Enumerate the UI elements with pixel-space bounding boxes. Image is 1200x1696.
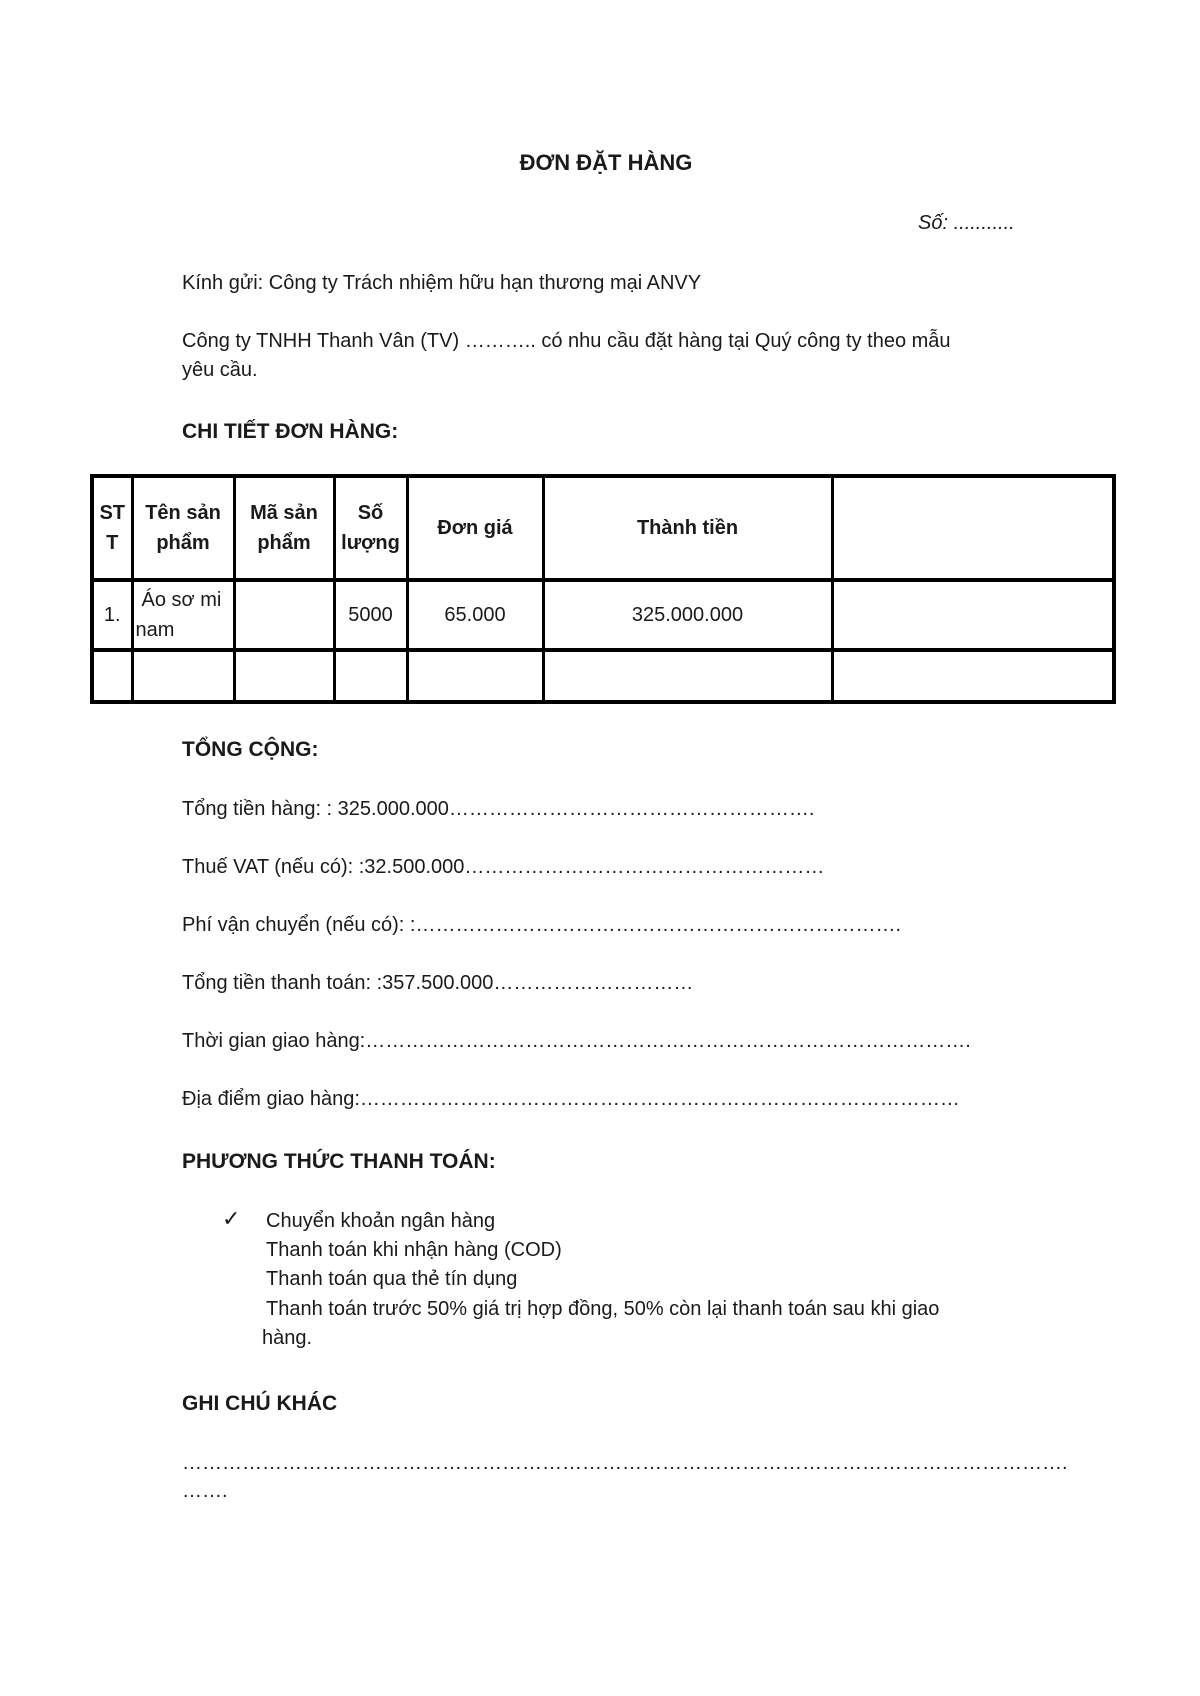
shipping-fee-line: Phí vận chuyển (nếu có): :………………………………………………………………. <box>182 914 902 936</box>
payment-option-credit-card[interactable]: Thanh toán qua thẻ tín dụng <box>266 1268 518 1290</box>
vat-line: Thuế VAT (nếu có): :32.500.000……………………………………………… <box>182 856 825 878</box>
payment-method-heading: PHƯƠNG THỨC THANH TOÁN: <box>182 1150 496 1173</box>
page-title: ĐƠN ĐẶT HÀNG <box>519 150 693 175</box>
recipient-line: Kính gửi: Công ty Trách nhiệm hữu hạn thương mại ANVY <box>182 272 702 294</box>
col-header-product-name: Tên sản phẩm <box>132 476 234 580</box>
total-heading: TỔNG CỘNG: <box>182 738 319 761</box>
payment-option-deposit-50[interactable]: Thanh toán trước 50% giá trị hợp đồng, 50% còn lại thanh toán sau khi giao <box>266 1298 940 1320</box>
cell-extra <box>832 580 1114 650</box>
notes-line-1: ……………………………………………………………………………………………………………………. <box>182 1452 1068 1474</box>
intro-line-1: Công ty TNHH Thanh Vân (TV) ……….. có nhu cầu đặt hàng tại Quý công ty theo mẫu <box>182 330 951 352</box>
col-header-extra <box>832 476 1114 580</box>
cell-quantity: 5000 <box>334 580 407 650</box>
col-header-product-code: Mã sản phẩm <box>234 476 334 580</box>
payment-option-deposit-50-cont: hàng. <box>262 1327 313 1349</box>
col-header-stt: ST T <box>92 476 132 580</box>
col-header-unit-price: Đơn giá <box>407 476 543 580</box>
table-row-empty <box>92 650 1114 702</box>
table-row <box>92 580 1114 650</box>
cell-total: 325.000.000 <box>543 580 832 650</box>
total-payment-line: Tổng tiền thanh toán: :357.500.000………………………… <box>182 972 694 994</box>
intro-line-2: yêu cầu. <box>182 359 258 381</box>
order-number: Số: ........... <box>918 212 1015 234</box>
order-table <box>90 474 1116 704</box>
cell-unit-price: 65.000 <box>407 580 543 650</box>
total-goods-line: Tổng tiền hàng: : 325.000.000………………………………………………. <box>182 798 815 820</box>
cell-stt: 1. <box>92 580 132 650</box>
delivery-place-line: Địa điểm giao hàng:……………………………………………………………………………… <box>182 1088 960 1110</box>
cell-product-name: Áo sơ mi nam <box>132 580 234 650</box>
checkmark-icon[interactable]: ✓ <box>222 1206 241 1231</box>
order-details-heading: CHI TIẾT ĐƠN HÀNG: <box>182 420 399 443</box>
table-header-row <box>92 476 1114 580</box>
other-notes-heading: GHI CHÚ KHÁC <box>182 1392 338 1415</box>
payment-option-cod[interactable]: Thanh toán khi nhận hàng (COD) <box>266 1239 562 1261</box>
col-header-total: Thành tiền <box>543 476 832 580</box>
payment-option-bank-transfer[interactable]: Chuyển khoản ngân hàng <box>266 1210 496 1232</box>
col-header-quantity: Số lượng <box>334 476 407 580</box>
notes-line-2: ……. <box>182 1480 228 1502</box>
delivery-time-line: Thời gian giao hàng:………………………………………………………………………………. <box>182 1030 971 1052</box>
cell-product-code <box>234 580 334 650</box>
